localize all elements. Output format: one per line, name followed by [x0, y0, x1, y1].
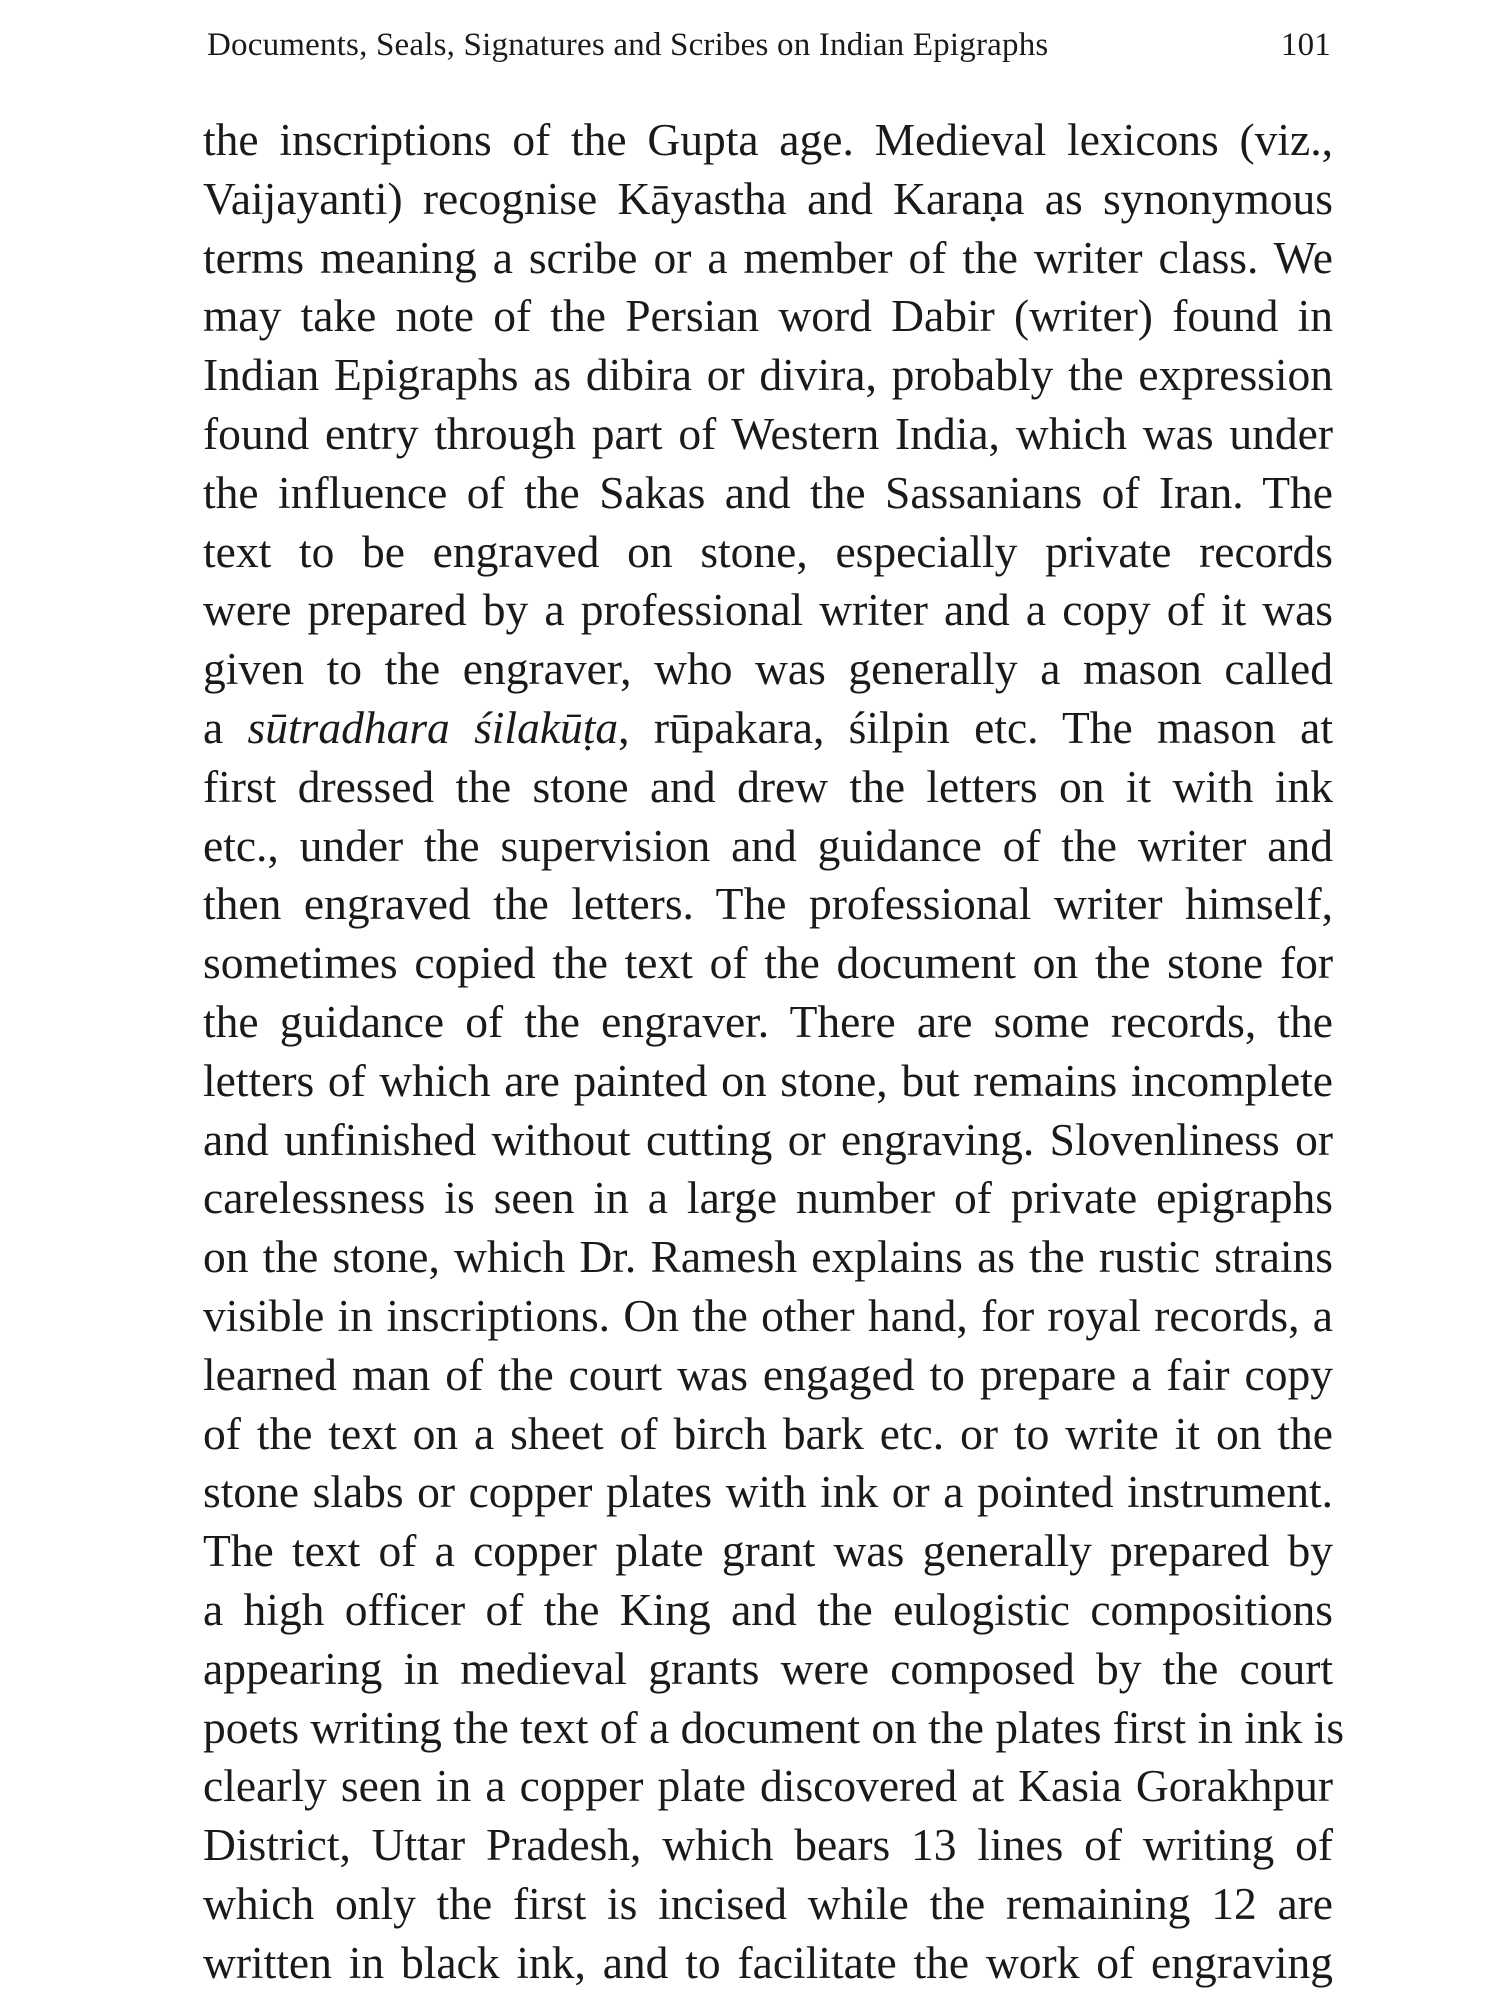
text-line: visible in inscriptions. On the other hand, for royal records, a: [203, 1289, 1333, 1341]
text-line: carelessness is seen in a large number of private epigraphs: [203, 1172, 1333, 1224]
text-line: on the stone, which Dr. Ramesh explains as the rustic strains: [203, 1231, 1333, 1283]
text-line: the guidance of the engraver. There are some records, the: [203, 995, 1333, 1047]
text-line: The text of a copper plate grant was generally prepared by: [203, 1525, 1333, 1577]
text-line: given to the engraver, who was generally a mason called: [203, 643, 1333, 695]
text-line: clearly seen in a copper plate discovered at Kasia Gorakhpur: [203, 1760, 1333, 1812]
text-line: etc., under the supervision and guidance of the writer and: [203, 819, 1333, 871]
body-text: [203, 111, 1345, 1993]
text-line-with-italic-term: [203, 699, 1333, 758]
text-line: first dressed the stone and drew the letters on it with ink: [203, 760, 1333, 812]
text-segment: a: [203, 701, 248, 753]
running-header: [207, 20, 1331, 70]
text-line: Indian Epigraphs as dibira or divira, probably the expression: [203, 349, 1333, 401]
text-line: appearing in medieval grants were composed by the court: [203, 1642, 1333, 1694]
text-line: a high officer of the King and the eulogistic compositions: [203, 1583, 1333, 1635]
text-line: written in black ink, and to facilitate the work of engraving: [203, 1936, 1333, 1988]
page-number: 101: [1280, 26, 1331, 63]
text-line: then engraved the letters. The professional writer himself,: [203, 878, 1333, 930]
text-line: the influence of the Sakas and the Sassanians of Iran. The: [203, 466, 1333, 518]
text-line: sometimes copied the text of the document on the stone for: [203, 937, 1333, 989]
text-line: the inscriptions of the Gupta age. Medieval lexicons (viz.,: [203, 114, 1333, 165]
text-line: terms meaning a scribe or a member of the writer class. We: [203, 231, 1333, 283]
text-line: District, Uttar Pradesh, which bears 13 lines of writing of: [203, 1819, 1333, 1871]
text-line: letters of which are painted on stone, but remains incomplete: [203, 1054, 1333, 1106]
text-segment: , rūpakara, śilpin etc. The mason at: [618, 701, 1333, 753]
italic-term: sūtradhara śilakūṭa: [247, 701, 619, 753]
text-line: of the text on a sheet of birch bark etc. or to write it on the: [203, 1407, 1333, 1459]
text-line: stone slabs or copper plates with ink or a pointed instrument.: [203, 1466, 1333, 1518]
text-line: Vaijayanti) recognise Kāyastha and Karaṇa as synonymous: [203, 172, 1333, 224]
text-line: which only the first is incised while the remaining 12 are: [203, 1877, 1333, 1929]
text-line: poets writing the text of a document on the plates first in ink is: [203, 1701, 1345, 1753]
running-header-title: Documents, Seals, Signatures and Scribes on Indian Epigraphs: [207, 26, 1049, 63]
text-line: learned man of the court was engaged to prepare a fair copy: [203, 1348, 1333, 1400]
text-line: and unfinished without cutting or engraving. Slovenliness or: [203, 1113, 1333, 1165]
text-line: may take note of the Persian word Dabir (writer) found in: [203, 290, 1333, 342]
text-line: text to be engraved on stone, especially private records: [203, 525, 1333, 577]
text-line: found entry through part of Western India, which was under: [203, 407, 1333, 459]
text-line: were prepared by a professional writer and a copy of it was: [203, 584, 1333, 636]
